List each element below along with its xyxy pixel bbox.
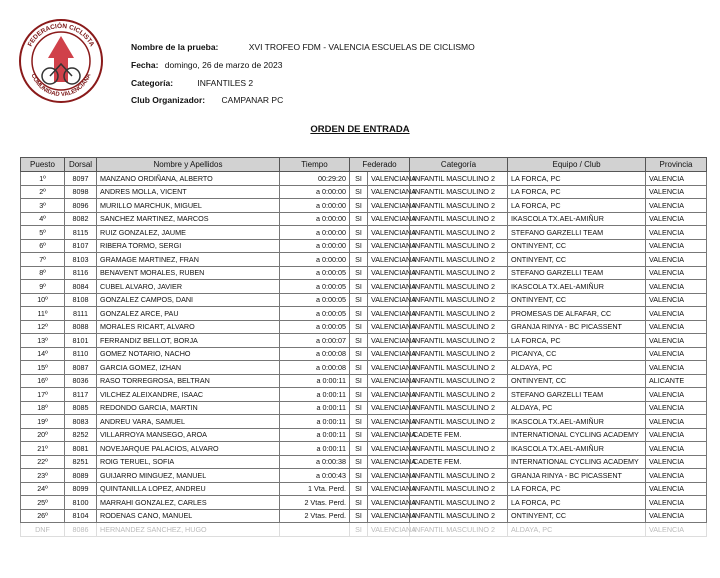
cell-tiempo: 00:29:20: [280, 172, 350, 186]
col-puesto: Puesto: [21, 158, 65, 172]
cell-tiempo: a 0:00:43: [280, 469, 350, 483]
cell-puesto: 19º: [21, 415, 65, 429]
cell-federado: SI: [350, 199, 368, 213]
cell-federado: SI: [350, 334, 368, 348]
cell-provincia: VALENCIA: [646, 239, 707, 253]
cell-federacion: VALENCIANA: [368, 388, 410, 402]
cell-categoria: INFANTIL MASCULINO 2: [410, 523, 508, 537]
cell-tiempo: a 0:00:08: [280, 361, 350, 375]
table-row: [21, 212, 707, 226]
cell-categoria: INFANTIL MASCULINO 2: [410, 253, 508, 267]
table-row: [21, 199, 707, 213]
cell-federacion: VALENCIANA: [368, 293, 410, 307]
cell-provincia: VALENCIA: [646, 442, 707, 456]
col-nombre: Nombre y Apellidos: [97, 158, 280, 172]
cell-nombre: ANDRES MOLLA, VICENT: [97, 185, 280, 199]
cell-equipo: LA FORCA, PC: [508, 334, 646, 348]
cell-federacion: VALENCIANA: [368, 509, 410, 523]
col-equipo: Equipo / Club: [508, 158, 646, 172]
cell-dorsal: 8116: [65, 266, 97, 280]
cell-federado: SI: [350, 320, 368, 334]
cell-dorsal: 8081: [65, 442, 97, 456]
cell-nombre: GRAMAGE MARTINEZ, FRAN: [97, 253, 280, 267]
cell-federacion: VALENCIANA: [368, 280, 410, 294]
cell-tiempo: a 0:00:11: [280, 415, 350, 429]
cell-nombre: ROIG TERUEL, SOFIA: [97, 455, 280, 469]
cell-equipo: ONTINYENT, CC: [508, 374, 646, 388]
cell-dorsal: 8100: [65, 496, 97, 510]
cell-equipo: LA FORCA, PC: [508, 199, 646, 213]
cell-federado: SI: [350, 307, 368, 321]
cell-puesto: 2º: [21, 185, 65, 199]
cell-nombre: GONZALEZ ARCE, PAU: [97, 307, 280, 321]
fecha-label: Fecha:: [131, 60, 159, 70]
cell-equipo: PICANYA, CC: [508, 347, 646, 361]
cell-tiempo: a 0:00:05: [280, 280, 350, 294]
cell-nombre: CUBEL ALVARO, JAVIER: [97, 280, 280, 294]
cell-categoria: INFANTIL MASCULINO 2: [410, 442, 508, 456]
table-body: [21, 172, 707, 537]
categoria-line: [131, 78, 253, 88]
cell-federacion: VALENCIANA: [368, 415, 410, 429]
cell-puesto: 22º: [21, 455, 65, 469]
cell-puesto: 7º: [21, 253, 65, 267]
cell-provincia: VALENCIA: [646, 523, 707, 537]
table-row: [21, 361, 707, 375]
cell-nombre: GARCIA GOMEZ, IZHAN: [97, 361, 280, 375]
cell-puesto: 3º: [21, 199, 65, 213]
table-row: [21, 374, 707, 388]
cell-dorsal: 8101: [65, 334, 97, 348]
cell-tiempo: a 0:00:05: [280, 266, 350, 280]
cell-tiempo: a 0:00:07: [280, 334, 350, 348]
cell-puesto: 5º: [21, 226, 65, 240]
cell-federado: SI: [350, 523, 368, 537]
cell-dorsal: 8088: [65, 320, 97, 334]
cell-equipo: INTERNATIONAL CYCLING ACADEMY: [508, 428, 646, 442]
cell-federado: SI: [350, 401, 368, 415]
cell-nombre: RIBERA TORMO, SERGI: [97, 239, 280, 253]
cell-federacion: VALENCIANA: [368, 266, 410, 280]
cell-federacion: VALENCIANA: [368, 455, 410, 469]
cell-categoria: INFANTIL MASCULINO 2: [410, 199, 508, 213]
cell-tiempo: a 0:00:00: [280, 226, 350, 240]
table-row: [21, 280, 707, 294]
table-row: [21, 442, 707, 456]
cell-federacion: VALENCIANA: [368, 428, 410, 442]
table-row: [21, 239, 707, 253]
cell-nombre: REDONDO GARCIA, MARTIN: [97, 401, 280, 415]
cell-nombre: RASO TORREGROSA, BELTRAN: [97, 374, 280, 388]
cell-categoria: INFANTIL MASCULINO 2: [410, 239, 508, 253]
club-label: Club Organizador:: [131, 95, 206, 105]
cell-nombre: SANCHEZ MARTINEZ, MARCOS: [97, 212, 280, 226]
table-row: [21, 401, 707, 415]
cell-equipo: STEFANO GARZELLI TEAM: [508, 266, 646, 280]
cell-categoria: INFANTIL MASCULINO 2: [410, 469, 508, 483]
cell-federado: SI: [350, 293, 368, 307]
cell-federado: SI: [350, 415, 368, 429]
col-dorsal: Dorsal: [65, 158, 97, 172]
cell-equipo: STEFANO GARZELLI TEAM: [508, 388, 646, 402]
cell-provincia: VALENCIA: [646, 185, 707, 199]
cell-provincia: VALENCIA: [646, 212, 707, 226]
cell-federacion: VALENCIANA: [368, 199, 410, 213]
table-row: [21, 496, 707, 510]
cell-provincia: VALENCIA: [646, 496, 707, 510]
cell-provincia: VALENCIA: [646, 334, 707, 348]
cell-equipo: IKASCOLA TX.AEL-AMIÑUR: [508, 212, 646, 226]
cell-puesto: 20º: [21, 428, 65, 442]
table-row: [21, 266, 707, 280]
cell-tiempo: a 0:00:00: [280, 253, 350, 267]
col-provincia: Provincia: [646, 158, 707, 172]
cell-tiempo: 2 Vtas. Perd.: [280, 496, 350, 510]
cell-provincia: VALENCIA: [646, 347, 707, 361]
cell-dorsal: 8104: [65, 509, 97, 523]
cell-puesto: 26º: [21, 509, 65, 523]
cell-federacion: VALENCIANA: [368, 253, 410, 267]
cell-nombre: BENAVENT MORALES, RUBEN: [97, 266, 280, 280]
cell-dorsal: 8107: [65, 239, 97, 253]
table-row: [21, 482, 707, 496]
cell-tiempo: a 0:00:11: [280, 428, 350, 442]
cell-puesto: 23º: [21, 469, 65, 483]
cell-categoria: INFANTIL MASCULINO 2: [410, 185, 508, 199]
cell-nombre: HERNANDEZ SANCHEZ, HUGO: [97, 523, 280, 537]
fecha-line: [131, 60, 282, 70]
cell-nombre: GONZALEZ CAMPOS, DANI: [97, 293, 280, 307]
cell-federacion: VALENCIANA: [368, 172, 410, 186]
prueba-line: [131, 42, 475, 52]
cell-federado: SI: [350, 455, 368, 469]
cell-provincia: VALENCIA: [646, 469, 707, 483]
cell-puesto: 12º: [21, 320, 65, 334]
cell-categoria: INFANTIL MASCULINO 2: [410, 320, 508, 334]
cell-dorsal: 8111: [65, 307, 97, 321]
cell-nombre: RODENAS CANO, MANUEL: [97, 509, 280, 523]
cell-dorsal: 8036: [65, 374, 97, 388]
cell-equipo: IKASCOLA TX.AEL-AMIÑUR: [508, 280, 646, 294]
cell-tiempo: a 0:00:05: [280, 293, 350, 307]
cell-provincia: VALENCIA: [646, 388, 707, 402]
cell-federacion: VALENCIANA: [368, 482, 410, 496]
cell-provincia: VALENCIA: [646, 280, 707, 294]
cell-equipo: ALDAYA, PC: [508, 401, 646, 415]
table-row: [21, 185, 707, 199]
cell-categoria: INFANTIL MASCULINO 2: [410, 226, 508, 240]
cell-federado: SI: [350, 253, 368, 267]
cell-provincia: VALENCIA: [646, 266, 707, 280]
cell-provincia: VALENCIA: [646, 415, 707, 429]
cell-provincia: VALENCIA: [646, 307, 707, 321]
cell-federacion: VALENCIANA: [368, 361, 410, 375]
svg-text:FEDERACIÓN CICLISTA: FEDERACIÓN CICLISTA: [26, 22, 96, 48]
cell-categoria: INFANTIL MASCULINO 2: [410, 361, 508, 375]
cell-tiempo: [280, 523, 350, 537]
cell-nombre: GOMEZ NOTARIO, NACHO: [97, 347, 280, 361]
cell-equipo: STEFANO GARZELLI TEAM: [508, 226, 646, 240]
cell-dorsal: 8115: [65, 226, 97, 240]
page-title: ORDEN DE ENTRADA: [310, 124, 410, 135]
cell-categoria: INFANTIL MASCULINO 2: [410, 401, 508, 415]
cell-provincia: VALENCIA: [646, 320, 707, 334]
cell-federado: SI: [350, 347, 368, 361]
cell-puesto: 14º: [21, 347, 65, 361]
cell-tiempo: a 0:00:11: [280, 401, 350, 415]
cell-equipo: ONTINYENT, CC: [508, 253, 646, 267]
cell-federado: SI: [350, 239, 368, 253]
cell-federacion: VALENCIANA: [368, 212, 410, 226]
cell-federacion: VALENCIANA: [368, 347, 410, 361]
club-value: CAMPANAR PC: [221, 95, 284, 105]
table-row: [21, 455, 707, 469]
cell-categoria: INFANTIL MASCULINO 2: [410, 212, 508, 226]
cell-federacion: VALENCIANA: [368, 334, 410, 348]
cell-provincia: VALENCIA: [646, 428, 707, 442]
cell-equipo: LA FORCA, PC: [508, 496, 646, 510]
cell-tiempo: a 0:00:00: [280, 212, 350, 226]
cell-tiempo: a 0:00:11: [280, 388, 350, 402]
cell-federado: SI: [350, 496, 368, 510]
table-row: [21, 469, 707, 483]
cell-dorsal: 8099: [65, 482, 97, 496]
cell-dorsal: 8084: [65, 280, 97, 294]
cell-dorsal: 8108: [65, 293, 97, 307]
cell-categoria: INFANTIL MASCULINO 2: [410, 482, 508, 496]
table-row: [21, 253, 707, 267]
cell-dorsal: 8085: [65, 401, 97, 415]
cell-categoria: INFANTIL MASCULINO 2: [410, 374, 508, 388]
table-row: [21, 509, 707, 523]
cell-federacion: VALENCIANA: [368, 401, 410, 415]
cell-categoria: INFANTIL MASCULINO 2: [410, 334, 508, 348]
cell-provincia: VALENCIA: [646, 361, 707, 375]
cell-federado: SI: [350, 442, 368, 456]
categoria-value: INFANTILES 2: [197, 78, 254, 88]
cell-puesto: 6º: [21, 239, 65, 253]
cell-nombre: NOVEJARQUE PALACIOS, ALVARO: [97, 442, 280, 456]
prueba-label: Nombre de la prueba:: [131, 42, 219, 52]
cell-equipo: IKASCOLA TX.AEL-AMIÑUR: [508, 442, 646, 456]
cell-provincia: VALENCIA: [646, 482, 707, 496]
cell-equipo: IKASCOLA TX.AEL-AMIÑUR: [508, 415, 646, 429]
cell-categoria: CADETE FEM.: [410, 455, 508, 469]
cell-tiempo: a 0:00:05: [280, 307, 350, 321]
cell-federado: SI: [350, 482, 368, 496]
cell-federado: SI: [350, 280, 368, 294]
table-row: [21, 428, 707, 442]
cell-categoria: INFANTIL MASCULINO 2: [410, 496, 508, 510]
fecha-value: domingo, 26 de marzo de 2023: [164, 60, 283, 70]
cell-equipo: ONTINYENT, CC: [508, 239, 646, 253]
cell-puesto: 18º: [21, 401, 65, 415]
cell-tiempo: 1 Vta. Perd.: [280, 482, 350, 496]
cell-categoria: INFANTIL MASCULINO 2: [410, 266, 508, 280]
cell-tiempo: 2 Vtas. Perd.: [280, 509, 350, 523]
table-row: [21, 523, 707, 537]
cell-federacion: VALENCIANA: [368, 374, 410, 388]
cell-nombre: GUIJARRO MINGUEZ, MANUEL: [97, 469, 280, 483]
cell-categoria: INFANTIL MASCULINO 2: [410, 509, 508, 523]
cell-federado: SI: [350, 172, 368, 186]
cell-federacion: VALENCIANA: [368, 469, 410, 483]
cell-nombre: QUINTANILLA LOPEZ, ANDREU: [97, 482, 280, 496]
cell-dorsal: 8082: [65, 212, 97, 226]
cell-puesto: 13º: [21, 334, 65, 348]
table-row: [21, 226, 707, 240]
svg-text:COMUNIDAD VALENCIANA: COMUNIDAD VALENCIANA: [29, 72, 93, 99]
cell-nombre: VILCHEZ ALEIXANDRE, ISAAC: [97, 388, 280, 402]
col-federado: Federado: [350, 158, 410, 172]
prueba-value: XVI TROFEO FDM - VALENCIA ESCUELAS DE CICLISMO: [248, 42, 475, 52]
cell-categoria: INFANTIL MASCULINO 2: [410, 172, 508, 186]
cell-categoria: INFANTIL MASCULINO 2: [410, 347, 508, 361]
cell-puesto: 4º: [21, 212, 65, 226]
cell-dorsal: 8251: [65, 455, 97, 469]
cell-federado: SI: [350, 428, 368, 442]
cell-categoria: INFANTIL MASCULINO 2: [410, 415, 508, 429]
cell-tiempo: a 0:00:11: [280, 374, 350, 388]
table-header-row: [21, 158, 707, 172]
cell-dorsal: 8097: [65, 172, 97, 186]
cell-provincia: VALENCIA: [646, 172, 707, 186]
cell-equipo: LA FORCA, PC: [508, 185, 646, 199]
cell-categoria: CADETE FEM.: [410, 428, 508, 442]
cell-nombre: MANZANO ORDIÑANA, ALBERTO: [97, 172, 280, 186]
cell-puesto: 17º: [21, 388, 65, 402]
cell-nombre: MARRAHI GONZALEZ, CARLES: [97, 496, 280, 510]
cell-provincia: VALENCIA: [646, 199, 707, 213]
federation-logo: [18, 18, 104, 104]
cell-nombre: MURILLO MARCHUK, MIGUEL: [97, 199, 280, 213]
cell-federacion: VALENCIANA: [368, 239, 410, 253]
cell-equipo: ONTINYENT, CC: [508, 293, 646, 307]
col-categoria: Categoría: [410, 158, 508, 172]
cell-federado: SI: [350, 374, 368, 388]
cell-federacion: VALENCIANA: [368, 496, 410, 510]
cell-dorsal: 8087: [65, 361, 97, 375]
table-row: [21, 415, 707, 429]
cell-equipo: LA FORCA, PC: [508, 172, 646, 186]
table-row: [21, 172, 707, 186]
cell-categoria: INFANTIL MASCULINO 2: [410, 388, 508, 402]
cell-federacion: VALENCIANA: [368, 185, 410, 199]
cell-dorsal: 8089: [65, 469, 97, 483]
cell-federado: SI: [350, 361, 368, 375]
cell-federacion: VALENCIANA: [368, 523, 410, 537]
cell-federado: SI: [350, 509, 368, 523]
cell-tiempo: a 0:00:38: [280, 455, 350, 469]
cell-equipo: GRANJA RINYA - BC PICASSENT: [508, 469, 646, 483]
cell-provincia: VALENCIA: [646, 455, 707, 469]
cell-puesto: 11º: [21, 307, 65, 321]
cell-tiempo: a 0:00:05: [280, 320, 350, 334]
cell-equipo: ALDAYA, PC: [508, 523, 646, 537]
table-row: [21, 347, 707, 361]
cell-dorsal: 8083: [65, 415, 97, 429]
cell-federacion: VALENCIANA: [368, 320, 410, 334]
cell-dorsal: 8086: [65, 523, 97, 537]
cell-federado: SI: [350, 212, 368, 226]
categoria-label: Categoría:: [131, 78, 174, 88]
cell-puesto: DNF: [21, 523, 65, 537]
cell-nombre: VILLARROYA MANSEGO, AROA: [97, 428, 280, 442]
cell-equipo: PROMESAS DE ALFAFAR, CC: [508, 307, 646, 321]
cell-puesto: 9º: [21, 280, 65, 294]
cell-equipo: INTERNATIONAL CYCLING ACADEMY: [508, 455, 646, 469]
cell-tiempo: a 0:00:00: [280, 239, 350, 253]
cell-categoria: INFANTIL MASCULINO 2: [410, 280, 508, 294]
cell-federado: SI: [350, 226, 368, 240]
cell-federado: SI: [350, 469, 368, 483]
cell-federacion: VALENCIANA: [368, 226, 410, 240]
cell-nombre: ANDREU VARA, SAMUEL: [97, 415, 280, 429]
cell-provincia: VALENCIA: [646, 293, 707, 307]
cell-equipo: ONTINYENT, CC: [508, 509, 646, 523]
cell-puesto: 15º: [21, 361, 65, 375]
cell-federacion: VALENCIANA: [368, 307, 410, 321]
cell-provincia: VALENCIA: [646, 226, 707, 240]
cell-provincia: ALICANTE: [646, 374, 707, 388]
table-row: [21, 334, 707, 348]
cell-nombre: RUIZ GONZALEZ, JAUME: [97, 226, 280, 240]
cell-federado: SI: [350, 388, 368, 402]
cell-categoria: INFANTIL MASCULINO 2: [410, 293, 508, 307]
cell-nombre: MORALES RICART, ALVARO: [97, 320, 280, 334]
cell-puesto: 8º: [21, 266, 65, 280]
cell-dorsal: 8110: [65, 347, 97, 361]
cell-tiempo: a 0:00:08: [280, 347, 350, 361]
table-row: [21, 307, 707, 321]
cell-equipo: ALDAYA, PC: [508, 361, 646, 375]
cell-puesto: 16º: [21, 374, 65, 388]
cell-puesto: 24º: [21, 482, 65, 496]
cell-provincia: VALENCIA: [646, 401, 707, 415]
cell-dorsal: 8098: [65, 185, 97, 199]
cell-tiempo: a 0:00:11: [280, 442, 350, 456]
club-line: [131, 95, 283, 105]
col-tiempo: Tiempo: [280, 158, 350, 172]
cell-tiempo: a 0:00:00: [280, 199, 350, 213]
cell-dorsal: 8252: [65, 428, 97, 442]
table-row: [21, 388, 707, 402]
cell-provincia: VALENCIA: [646, 509, 707, 523]
cell-equipo: LA FORCA, PC: [508, 482, 646, 496]
cell-nombre: FERRANDIZ BELLOT, BORJA: [97, 334, 280, 348]
cell-dorsal: 8096: [65, 199, 97, 213]
cell-puesto: 25º: [21, 496, 65, 510]
cell-federado: SI: [350, 266, 368, 280]
cell-dorsal: 8117: [65, 388, 97, 402]
cell-puesto: 10º: [21, 293, 65, 307]
cell-federado: SI: [350, 185, 368, 199]
cell-tiempo: a 0:00:00: [280, 185, 350, 199]
cell-dorsal: 8103: [65, 253, 97, 267]
cell-equipo: GRANJA RINYA - BC PICASSENT: [508, 320, 646, 334]
table-row: [21, 293, 707, 307]
cell-federacion: VALENCIANA: [368, 442, 410, 456]
table-row: [21, 320, 707, 334]
cell-puesto: 21º: [21, 442, 65, 456]
cell-categoria: INFANTIL MASCULINO 2: [410, 307, 508, 321]
results-table: [20, 157, 707, 537]
cell-puesto: 1º: [21, 172, 65, 186]
cell-provincia: VALENCIA: [646, 253, 707, 267]
